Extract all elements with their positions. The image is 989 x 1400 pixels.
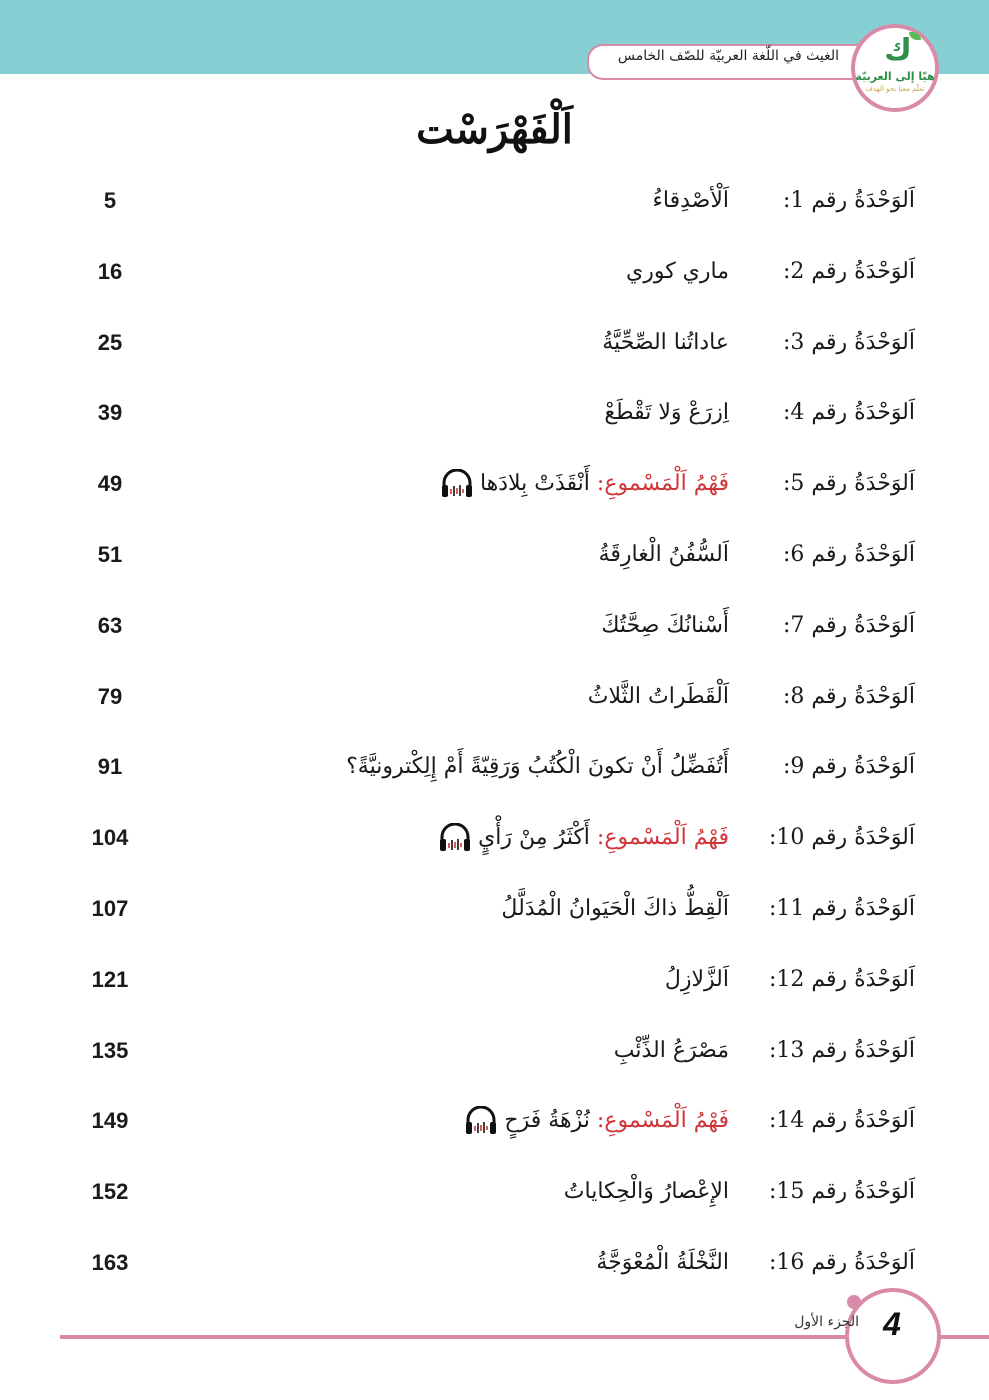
toc-row xyxy=(0,877,989,948)
page-title: اَلْفَهْرَسْت xyxy=(416,106,573,153)
unit-title: أَتُفَضِّلُ أَنْ تكونَ الْكُتُبُ وَرَقِيّةً أَمْ إِلِكْترونيَّةً؟ xyxy=(346,754,729,780)
toc-row xyxy=(0,665,989,736)
unit-label: اَلوَحْدَةُ رقم 9: xyxy=(782,754,915,780)
unit-title: اَلْأصْدِقاءُ xyxy=(652,188,729,213)
unit-title: الإِعْصارُ وَالْحِكاياتُ xyxy=(563,1179,729,1205)
page-ref: 135 xyxy=(91,1037,129,1063)
unit-title-cell xyxy=(249,538,729,572)
page-ref: 5 xyxy=(103,188,117,213)
page-ref: 49 xyxy=(97,471,123,497)
toc-row xyxy=(0,381,989,452)
unit-label: اَلوَحْدَةُ رقم 6: xyxy=(782,541,915,567)
unit-title-cell xyxy=(249,1175,729,1209)
unit-title-cell xyxy=(249,609,729,643)
logo-tagline: تعلّم معنا نحو الهدف xyxy=(865,85,925,93)
page-ref: 16 xyxy=(97,258,123,284)
page-ref: 79 xyxy=(97,683,123,709)
logo-name: هيّا إلى العربيّة xyxy=(855,70,935,83)
unit-title: أَسْنانُكَ صِحَّتُكَ xyxy=(601,612,729,638)
unit-title-cell xyxy=(249,1104,729,1138)
unit-label: اَلوَحْدَةُ رقم 2: xyxy=(782,258,915,284)
unit-title-cell xyxy=(249,255,729,289)
toc-row xyxy=(0,169,989,240)
toc-row xyxy=(0,1019,989,1090)
listening-label: فَهْمُ اَلْمَسْموعِ: xyxy=(596,471,729,497)
headphones-icon xyxy=(438,823,472,853)
toc-row xyxy=(0,240,989,311)
unit-title-cell xyxy=(249,396,729,430)
page-ref: 39 xyxy=(97,400,123,426)
book-title: الغيث في اللّغة العربيّة للصّف الخامس xyxy=(617,48,839,64)
unit-label: اَلوَحْدَةُ رقم 8: xyxy=(782,683,915,709)
listening-label: فَهْمُ اَلْمَسْموعِ: xyxy=(596,1108,729,1134)
unit-label: اَلوَحْدَةُ رقم 7: xyxy=(782,612,915,638)
unit-title: اِزرَعْ وَلا تَقْطَعْ xyxy=(604,400,729,426)
page-ref: 104 xyxy=(91,825,129,851)
unit-title: أَكْثَرُ مِنْ رَأْيٍ xyxy=(478,825,590,851)
unit-title: النَّخْلَةُ الْمُعْوَجَّةُ xyxy=(596,1249,729,1275)
page-ref: 152 xyxy=(91,1179,129,1205)
unit-label: اَلوَحْدَةُ رقم 11: xyxy=(768,895,915,921)
unit-label: اَلوَحْدَةُ رقم 13: xyxy=(768,1037,915,1063)
toc-row xyxy=(0,523,989,594)
unit-title: اَلْقَطَراتُ الثَّلاثُ xyxy=(587,683,729,709)
unit-title: نُزْهَةُ فَرَحٍ xyxy=(504,1108,590,1134)
listening-label: فَهْمُ اَلْمَسْموعِ: xyxy=(596,825,729,851)
toc-row xyxy=(0,452,989,523)
headphones-icon xyxy=(464,1106,498,1136)
page-ref: 149 xyxy=(91,1108,129,1134)
unit-title-cell xyxy=(249,892,729,926)
unit-label: اَلوَحْدَةُ رقم 5: xyxy=(782,471,915,497)
unit-title-cell xyxy=(249,750,729,784)
toc-row xyxy=(0,1231,989,1302)
page-ref: 163 xyxy=(91,1249,129,1275)
unit-title: عاداتُنا الصِّحِّيَّةُ xyxy=(602,329,729,355)
toc-row xyxy=(0,1089,989,1160)
unit-title-cell xyxy=(249,184,729,218)
unit-title-cell xyxy=(249,467,729,501)
unit-label: اَلوَحْدَةُ رقم 3: xyxy=(782,329,915,355)
logo-icon: ك xyxy=(884,33,912,68)
page-ref: 91 xyxy=(97,754,123,780)
page-ref: 107 xyxy=(91,895,129,921)
unit-title: أَنْقَذَتْ بِلادَها xyxy=(479,471,590,497)
unit-label: اَلوَحْدَةُ رقم 12: xyxy=(768,966,915,992)
page-number: 4 xyxy=(883,1306,901,1342)
unit-label: اَلوَحْدَةُ رقم 16: xyxy=(768,1249,915,1275)
toc-row xyxy=(0,735,989,806)
toc-row xyxy=(0,948,989,1019)
part-label: الجزء الأول xyxy=(794,1314,859,1330)
unit-title-cell xyxy=(249,963,729,997)
toc-row xyxy=(0,311,989,382)
unit-label: اَلوَحْدَةُ رقم 4: xyxy=(782,400,915,426)
toc-row xyxy=(0,1160,989,1231)
page-ref: 25 xyxy=(97,329,123,355)
unit-title-cell xyxy=(249,821,729,855)
unit-title: اَلزَّلازِلُ xyxy=(664,966,729,992)
page-ref: 51 xyxy=(97,541,123,567)
unit-title-cell xyxy=(249,1246,729,1280)
toc-row xyxy=(0,806,989,877)
unit-title: اَلسُّفُنُ الْغارِقَةُ xyxy=(598,541,729,567)
unit-label: اَلوَحْدَةُ رقم 10: xyxy=(768,825,915,851)
unit-title-cell xyxy=(249,326,729,360)
unit-title: ماري كوري xyxy=(625,258,729,284)
unit-title-cell xyxy=(249,680,729,714)
unit-title: اَلْقِطُّ ذاكَ الْحَيَوانُ الْمُدَلَّلُ xyxy=(501,895,729,921)
table-of-contents xyxy=(0,169,989,1302)
decorative-dot xyxy=(847,1295,861,1309)
toc-row xyxy=(0,594,989,665)
unit-title-cell xyxy=(249,1034,729,1068)
page-ref: 63 xyxy=(97,612,123,638)
unit-label: اَلوَحْدَةُ رقم 15: xyxy=(768,1179,915,1205)
headphones-icon xyxy=(440,469,474,499)
unit-label: اَلوَحْدَةُ رقم 14: xyxy=(768,1108,915,1134)
unit-title: مَصْرَعُ الذِّئْبِ xyxy=(613,1037,729,1063)
page-ref: 121 xyxy=(91,966,129,992)
unit-label: اَلوَحْدَةُ رقم 1: xyxy=(782,188,915,213)
